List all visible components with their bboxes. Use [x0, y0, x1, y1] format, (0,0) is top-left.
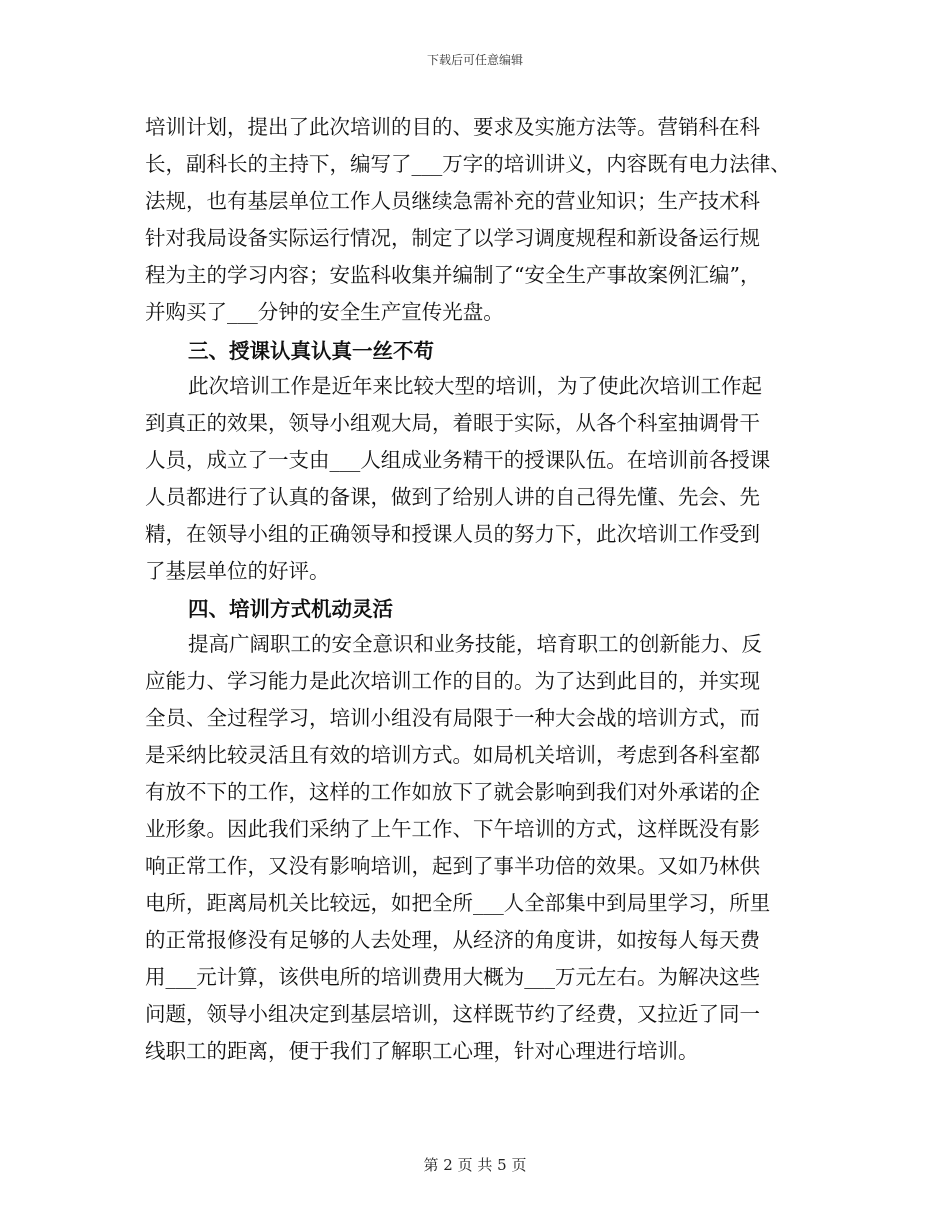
paragraph-line: 应能力、学习能力是此次培训工作的目的。为了达到此目的，并实现	[145, 669, 760, 693]
paragraph-line: 了基层单位的好评。	[145, 559, 330, 583]
paragraph-line: 程为主的学习内容；安监科收集并编制了“安全生产事故案例汇编”，	[145, 263, 761, 287]
section-heading: 三、授课认真认真一丝不苟	[188, 339, 434, 363]
paragraph-line: 此次培训工作是近年来比较大型的培训，为了使此次培训工作起	[188, 374, 762, 398]
paragraph-line: 是采纳比较灵活且有效的培训方式。如局机关培训，考虑到各科室都	[145, 743, 760, 767]
paragraph-line: 人员都进行了认真的备课，做到了给别人讲的自己得先懂、先会、先	[145, 485, 760, 509]
paragraph-line: 人员，成立了一支由___人组成业务精干的授课队伍。在培训前各授课	[145, 448, 771, 472]
paragraph-line: 针对我局设备实际运行情况，制定了以学习调度规程和新设备运行规	[145, 226, 760, 250]
paragraph-line: 培训计划，提出了此次培训的目的、要求及实施方法等。营销科在科	[145, 115, 760, 139]
paragraph-line: 用___元计算，该供电所的培训费用大概为___万元左右。为解决这些	[145, 965, 760, 989]
paragraph-line: 问题，领导小组决定到基层培训，这样既节约了经费，又拉近了同一	[145, 1002, 760, 1026]
paragraph-line: 业形象。因此我们采纳了上午工作、下午培训的方式，这样既没有影	[145, 817, 760, 841]
paragraph-line: 全员、全过程学习，培训小组没有局限于一种大会战的培训方式，而	[145, 706, 760, 730]
paragraph-line: 的正常报修没有足够的人去处理，从经济的角度讲，如按每人每天费	[145, 928, 760, 952]
paragraph-line: 有放不下的工作，这样的工作如放下了就会影响到我们对外承诺的企	[145, 780, 760, 804]
paragraph-line: 精，在领导小组的正确领导和授课人员的努力下，此次培训工作受到	[145, 522, 760, 546]
paragraph-line: 线职工的距离，便于我们了解职工心理，针对心理进行培训。	[145, 1039, 699, 1063]
paragraph-line: 到真正的效果，领导小组观大局，着眼于实际，从各个科室抽调骨干	[145, 411, 760, 435]
paragraph-line: 提高广阔职工的安全意识和业务技能，培育职工的创新能力、反	[188, 632, 762, 656]
paragraph-line: 法规，也有基层单位工作人员继续急需补充的营业知识；生产技术科	[145, 189, 760, 213]
section-heading: 四、培训方式机动灵活	[188, 597, 393, 621]
paragraph-line: 并购买了___分钟的安全生产宣传光盘。	[145, 300, 504, 324]
paragraph-line: 电所，距离局机关比较远，如把全所___人全部集中到局里学习，所里	[145, 891, 771, 915]
paragraph-line: 长，副科长的主持下，编写了___万字的培训讲义，内容既有电力法律、	[145, 152, 791, 176]
page-header: 下载后可任意编辑	[426, 53, 523, 67]
paragraph-line: 响正常工作，又没有影响培训，起到了事半功倍的效果。又如乃林供	[145, 854, 760, 878]
page-number: 第 2 页 共 5 页	[423, 1156, 527, 1174]
